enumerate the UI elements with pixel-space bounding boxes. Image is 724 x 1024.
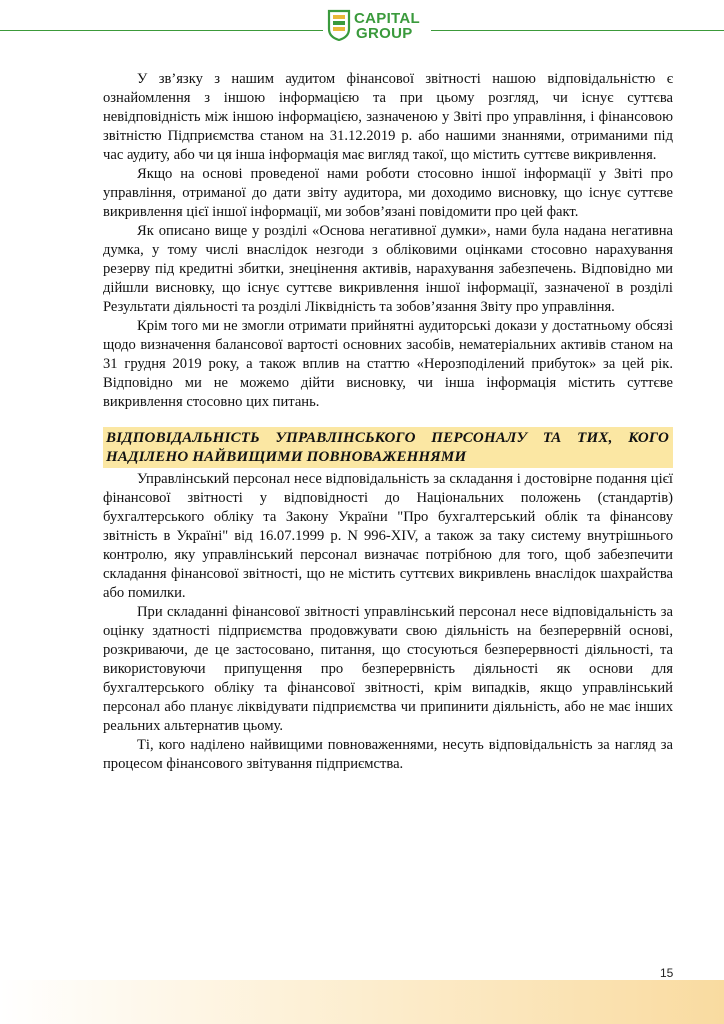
paragraph: Якщо на основі проведеної нами роботи стосовно іншої інформації у Звіті про управління, отриманої до дати звіту аудитора, ми доходимо висновку, що існує суттєве викривлення цієї іншої інформації, ми зобов’язані повідомити про цей факт. — [103, 166, 673, 220]
paragraph: Крім того ми не змогли отримати прийнятні аудиторські докази у достатньому обсязі щодо визначення балансової вартості основних засобів, нематеріальних активів станом на 31 грудня 2019 року, а також вплив на статтю «Нерозподілений прибуток» за цей рік. Відповідно ми не можемо дійти висновку, чи інша інформація містить суттєве викривлення стосовно цих питань. — [103, 318, 673, 410]
page-number: 15 — [660, 966, 674, 980]
section-heading-line-2: НАДІЛЕНО НАЙВИЩИМИ ПОВНОВАЖЕННЯМИ — [106, 449, 467, 465]
footer-gradient-band — [0, 980, 724, 1024]
logo-emblem-icon — [327, 9, 351, 41]
paragraph: Як описано вище у розділі «Основа негативної думки», нами була надана негативна думка, у тому числі внаслідок незгоди з обліковими оцінками стосовно нарахування резерву під кредитні збитки, знецінення активів, нарахування забезпечень. Відповідно ми дійшли висновку, що існує суттєве викривлення іншої інформації, зазначеної в розділі Результати діяльності та розділі Ліквідність та зобов’язання Звіту про управління. — [103, 223, 673, 315]
paragraph: У зв’язку з нашим аудитом фінансової звітності нашою відповідальністю є ознайомлення з іншою інформацією та при цьому розгляд, чи існує суттєва невідповідність між іншою інформацією, зазначеною у Звіті про управління, і фінансовою звітністю Підприємства станом на 31.12.2019 р. або нашими знаннями, отриманими під час аудиту, або чи ця інша інформація має вигляд такої, що містить суттєве викривлення. — [103, 71, 673, 163]
section-heading-line-1: ВІДПОВІДАЛЬНІСТЬ УПРАВЛІНСЬКОГО ПЕРСОНАЛУ ТА ТИХ, КОГО — [106, 430, 669, 446]
paragraph: Управлінський персонал несе відповідальність за складання і достовірне подання цієї фінансової звітності у відповідності до Національних положень (стандартів) бухгалтерського обліку та Закону України "Про бухгалтерський облік та фінансову звітність в Україні" від 16.07.1999 р. N 996-XIV, а також за таку систему внутрішнього контролю, яку управлінський персонал визначає потрібною для того, щоб забезпечити складання фінансової звітності, що не містить суттєвих викривлень внаслідок шахрайства або помилки. — [103, 471, 673, 601]
document-body — [103, 70, 673, 774]
paragraph: Ті, кого наділено найвищими повноваженнями, несуть відповідальність за нагляд за процесом фінансового звітування підприємства. — [103, 737, 673, 772]
paragraph: При складанні фінансової звітності управлінський персонал несе відповідальність за оцінку здатності підприємства продовжувати свою діяльність на безперервній основі, розкриваючи, де це застосовано, питання, що стосуються безперервності діяльності, та використовуючи припущення про безперервність діяльності як основи для бухгалтерського обліку та фінансової звітності, крім випадків, якщо управлінський персонал або планує ліквідувати підприємства чи припинити діяльність, або не має інших реальних альтернатив цьому. — [103, 604, 673, 734]
logo-text-group: GROUP — [356, 25, 413, 42]
logo-text-capital: CAPITAL — [354, 10, 420, 27]
section-heading — [103, 427, 673, 468]
capital-group-logo — [323, 7, 431, 47]
